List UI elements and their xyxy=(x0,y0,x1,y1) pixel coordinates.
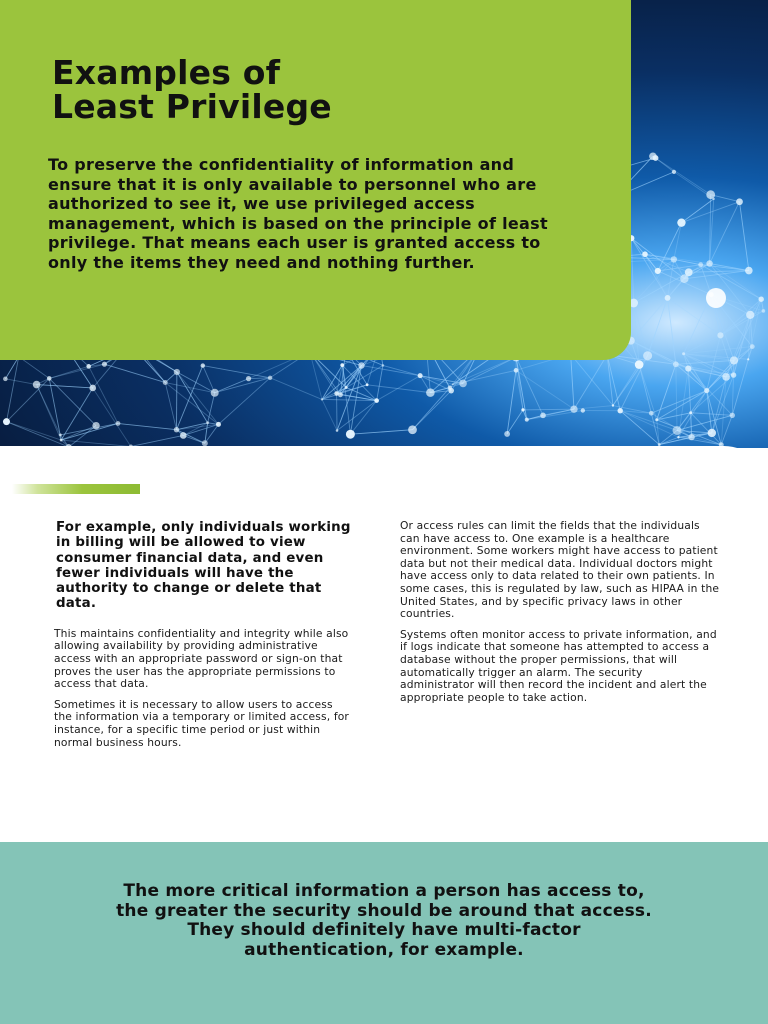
network-node xyxy=(612,404,614,406)
network-node xyxy=(747,358,749,360)
network-link xyxy=(60,423,118,434)
network-node xyxy=(246,376,251,381)
network-node xyxy=(89,385,96,392)
network-link xyxy=(734,315,751,375)
network-link xyxy=(607,355,620,411)
network-link xyxy=(711,195,740,202)
network-node xyxy=(59,434,62,437)
network-link xyxy=(215,379,249,393)
network-node xyxy=(418,373,423,378)
network-node xyxy=(504,431,510,437)
network-node xyxy=(116,421,121,426)
network-link xyxy=(707,335,721,390)
network-node xyxy=(698,262,703,267)
network-node xyxy=(581,408,585,412)
network-node xyxy=(382,364,385,367)
network-link xyxy=(720,299,761,335)
network-link xyxy=(6,422,61,440)
network-link xyxy=(676,360,734,364)
network-link xyxy=(377,365,383,400)
network-node xyxy=(47,376,52,381)
network-link xyxy=(523,409,574,410)
network-node xyxy=(655,418,658,421)
network-node xyxy=(731,372,736,377)
network-link xyxy=(104,364,165,382)
network-node xyxy=(514,368,519,373)
network-link xyxy=(93,388,131,446)
network-link xyxy=(322,399,337,430)
intro-panel xyxy=(0,0,631,360)
network-node xyxy=(653,155,659,161)
network-node xyxy=(3,377,8,382)
right-column xyxy=(400,520,720,712)
network-link xyxy=(177,372,215,393)
right-paragraph-2: Systems often monitor access to private information, and if logs indicate that someone has attempted to access a database without the proper permissions, that will automatically trigger an alarm. The security administrator will then record the incident and alert the appropriate people to take action. xyxy=(400,627,717,704)
network-node xyxy=(334,391,339,396)
network-node xyxy=(708,429,716,437)
network-node xyxy=(682,352,685,355)
network-link xyxy=(677,415,732,430)
network-link xyxy=(684,295,712,354)
network-link xyxy=(350,430,412,434)
network-node xyxy=(642,251,648,257)
network-node xyxy=(340,363,344,367)
network-node xyxy=(459,380,467,388)
network-link xyxy=(574,355,607,409)
network-link xyxy=(631,238,633,303)
network-node xyxy=(346,430,355,439)
network-node xyxy=(321,398,323,400)
network-node xyxy=(655,268,661,274)
network-link xyxy=(607,355,613,406)
title-line-1: Examples of xyxy=(52,53,281,92)
network-link xyxy=(668,298,676,364)
network-node xyxy=(688,434,694,440)
page-title xyxy=(52,53,572,126)
accent-bar xyxy=(12,484,140,494)
network-link xyxy=(6,378,49,421)
network-link xyxy=(657,364,676,420)
network-node xyxy=(673,361,679,367)
network-node xyxy=(540,413,546,419)
network-link xyxy=(270,378,322,400)
network-node xyxy=(521,408,524,411)
network-node xyxy=(336,429,339,432)
network-link xyxy=(684,335,721,353)
network-link xyxy=(516,370,574,409)
network-link xyxy=(177,372,208,423)
network-link xyxy=(732,359,748,415)
network-node xyxy=(745,267,753,275)
network-link xyxy=(726,315,750,377)
network-node xyxy=(722,373,730,381)
left-paragraph-2: Sometimes it is necessary to allow users to access the information via a temporary or limited access, for instance, for a specific time period or just within normal business hours. xyxy=(54,697,349,749)
network-link xyxy=(165,383,214,393)
network-node xyxy=(643,351,652,360)
network-node xyxy=(33,381,41,389)
network-node xyxy=(525,418,529,422)
network-link xyxy=(5,379,36,385)
network-node xyxy=(649,411,654,416)
network-node xyxy=(201,363,205,367)
title-line-2: Least Privilege xyxy=(52,87,332,126)
network-node xyxy=(677,218,685,226)
network-link xyxy=(732,360,734,415)
network-link xyxy=(49,378,96,425)
network-node xyxy=(635,360,644,369)
network-node xyxy=(358,362,364,368)
network-node xyxy=(60,439,63,442)
network-link xyxy=(620,411,677,431)
network-link xyxy=(620,411,659,445)
network-link xyxy=(165,383,218,425)
network-node xyxy=(685,365,691,371)
network-link xyxy=(203,366,215,393)
network-node xyxy=(86,364,91,369)
network-link xyxy=(131,435,183,446)
network-link xyxy=(574,406,613,410)
network-node xyxy=(618,408,623,413)
network-node xyxy=(677,436,679,438)
network-node xyxy=(730,356,738,364)
network-link xyxy=(507,410,523,434)
network-node xyxy=(426,388,435,397)
network-node xyxy=(3,418,10,425)
network-link xyxy=(639,365,651,414)
network-node xyxy=(174,427,179,432)
network-node xyxy=(345,386,348,389)
network-link xyxy=(203,366,270,378)
network-link xyxy=(61,426,96,440)
network-link xyxy=(571,354,574,409)
network-node xyxy=(448,388,454,394)
network-link xyxy=(681,199,713,223)
network-node xyxy=(750,344,755,349)
network-link xyxy=(367,385,430,393)
network-node xyxy=(92,422,99,429)
network-link xyxy=(674,223,682,260)
network-link xyxy=(177,366,203,430)
network-node xyxy=(758,296,763,301)
network-link xyxy=(37,385,62,441)
network-link xyxy=(701,265,712,295)
network-link xyxy=(177,372,219,424)
network-node xyxy=(211,389,219,397)
network-node xyxy=(452,383,454,385)
network-node xyxy=(713,198,715,200)
network-node xyxy=(102,362,107,367)
network-node xyxy=(665,295,671,301)
network-link xyxy=(739,202,748,271)
network-node xyxy=(174,369,180,375)
network-node xyxy=(673,426,682,435)
left-paragraph-1: This maintains confidentiality and integrity while also allowing availability by providing administrative access with an appropriate password or sign-on that proves the user has the appropriate permissions to access that data. xyxy=(54,626,349,691)
network-node xyxy=(366,383,369,386)
network-node xyxy=(180,432,187,439)
network-node xyxy=(206,421,209,424)
network-node xyxy=(717,332,723,338)
network-node xyxy=(408,425,417,434)
intro-text: To preserve the confidentiality of information and ensure that it is only available to personnel who are authorized to see it, we use privileged access management, which is based on the principle of least privilege. That means each user is granted access to only the items they need and nothing further. xyxy=(48,155,548,272)
network-link xyxy=(37,385,93,388)
network-node xyxy=(570,405,577,412)
network-node xyxy=(730,413,735,418)
network-glow-node xyxy=(706,288,726,308)
footer-quote: The more critical information a person has access to, the greater the security should be around that access. They should definitely have multi-factor authentication, for example. xyxy=(116,881,652,960)
network-node xyxy=(704,388,709,393)
network-link xyxy=(691,413,733,416)
network-link xyxy=(49,364,104,378)
network-node xyxy=(268,376,272,380)
right-paragraph-1: Or access rules can limit the fields that the individuals can have access to. One example is a healthcare environment. Some workers might have access to patient data but not their medical data. Individual doctors might have access only to data related to their own patients. In some cases, this is regulated by law, such as HIPAA in the United States, and by specific privacy laws in other countries. xyxy=(400,519,720,621)
network-node xyxy=(163,380,168,385)
network-node xyxy=(216,422,221,427)
network-link xyxy=(377,376,420,401)
network-node xyxy=(374,398,379,403)
network-node xyxy=(672,170,676,174)
network-node xyxy=(680,275,688,283)
network-link xyxy=(118,423,177,429)
network-node xyxy=(671,256,677,262)
network-link xyxy=(676,364,677,430)
network-node xyxy=(689,411,692,414)
network-link xyxy=(507,370,516,434)
left-column xyxy=(54,520,354,757)
network-link xyxy=(631,303,634,341)
network-node xyxy=(762,309,766,313)
lead-paragraph: For example, only individuals working in billing will be allowed to view consumer financial data, and even fewer individuals will have the authority to change or delete that data. xyxy=(56,520,351,612)
network-node xyxy=(746,311,754,319)
network-node xyxy=(706,260,712,266)
network-link xyxy=(684,347,753,354)
network-link xyxy=(49,378,61,440)
network-link xyxy=(648,298,668,356)
network-node xyxy=(736,198,743,205)
